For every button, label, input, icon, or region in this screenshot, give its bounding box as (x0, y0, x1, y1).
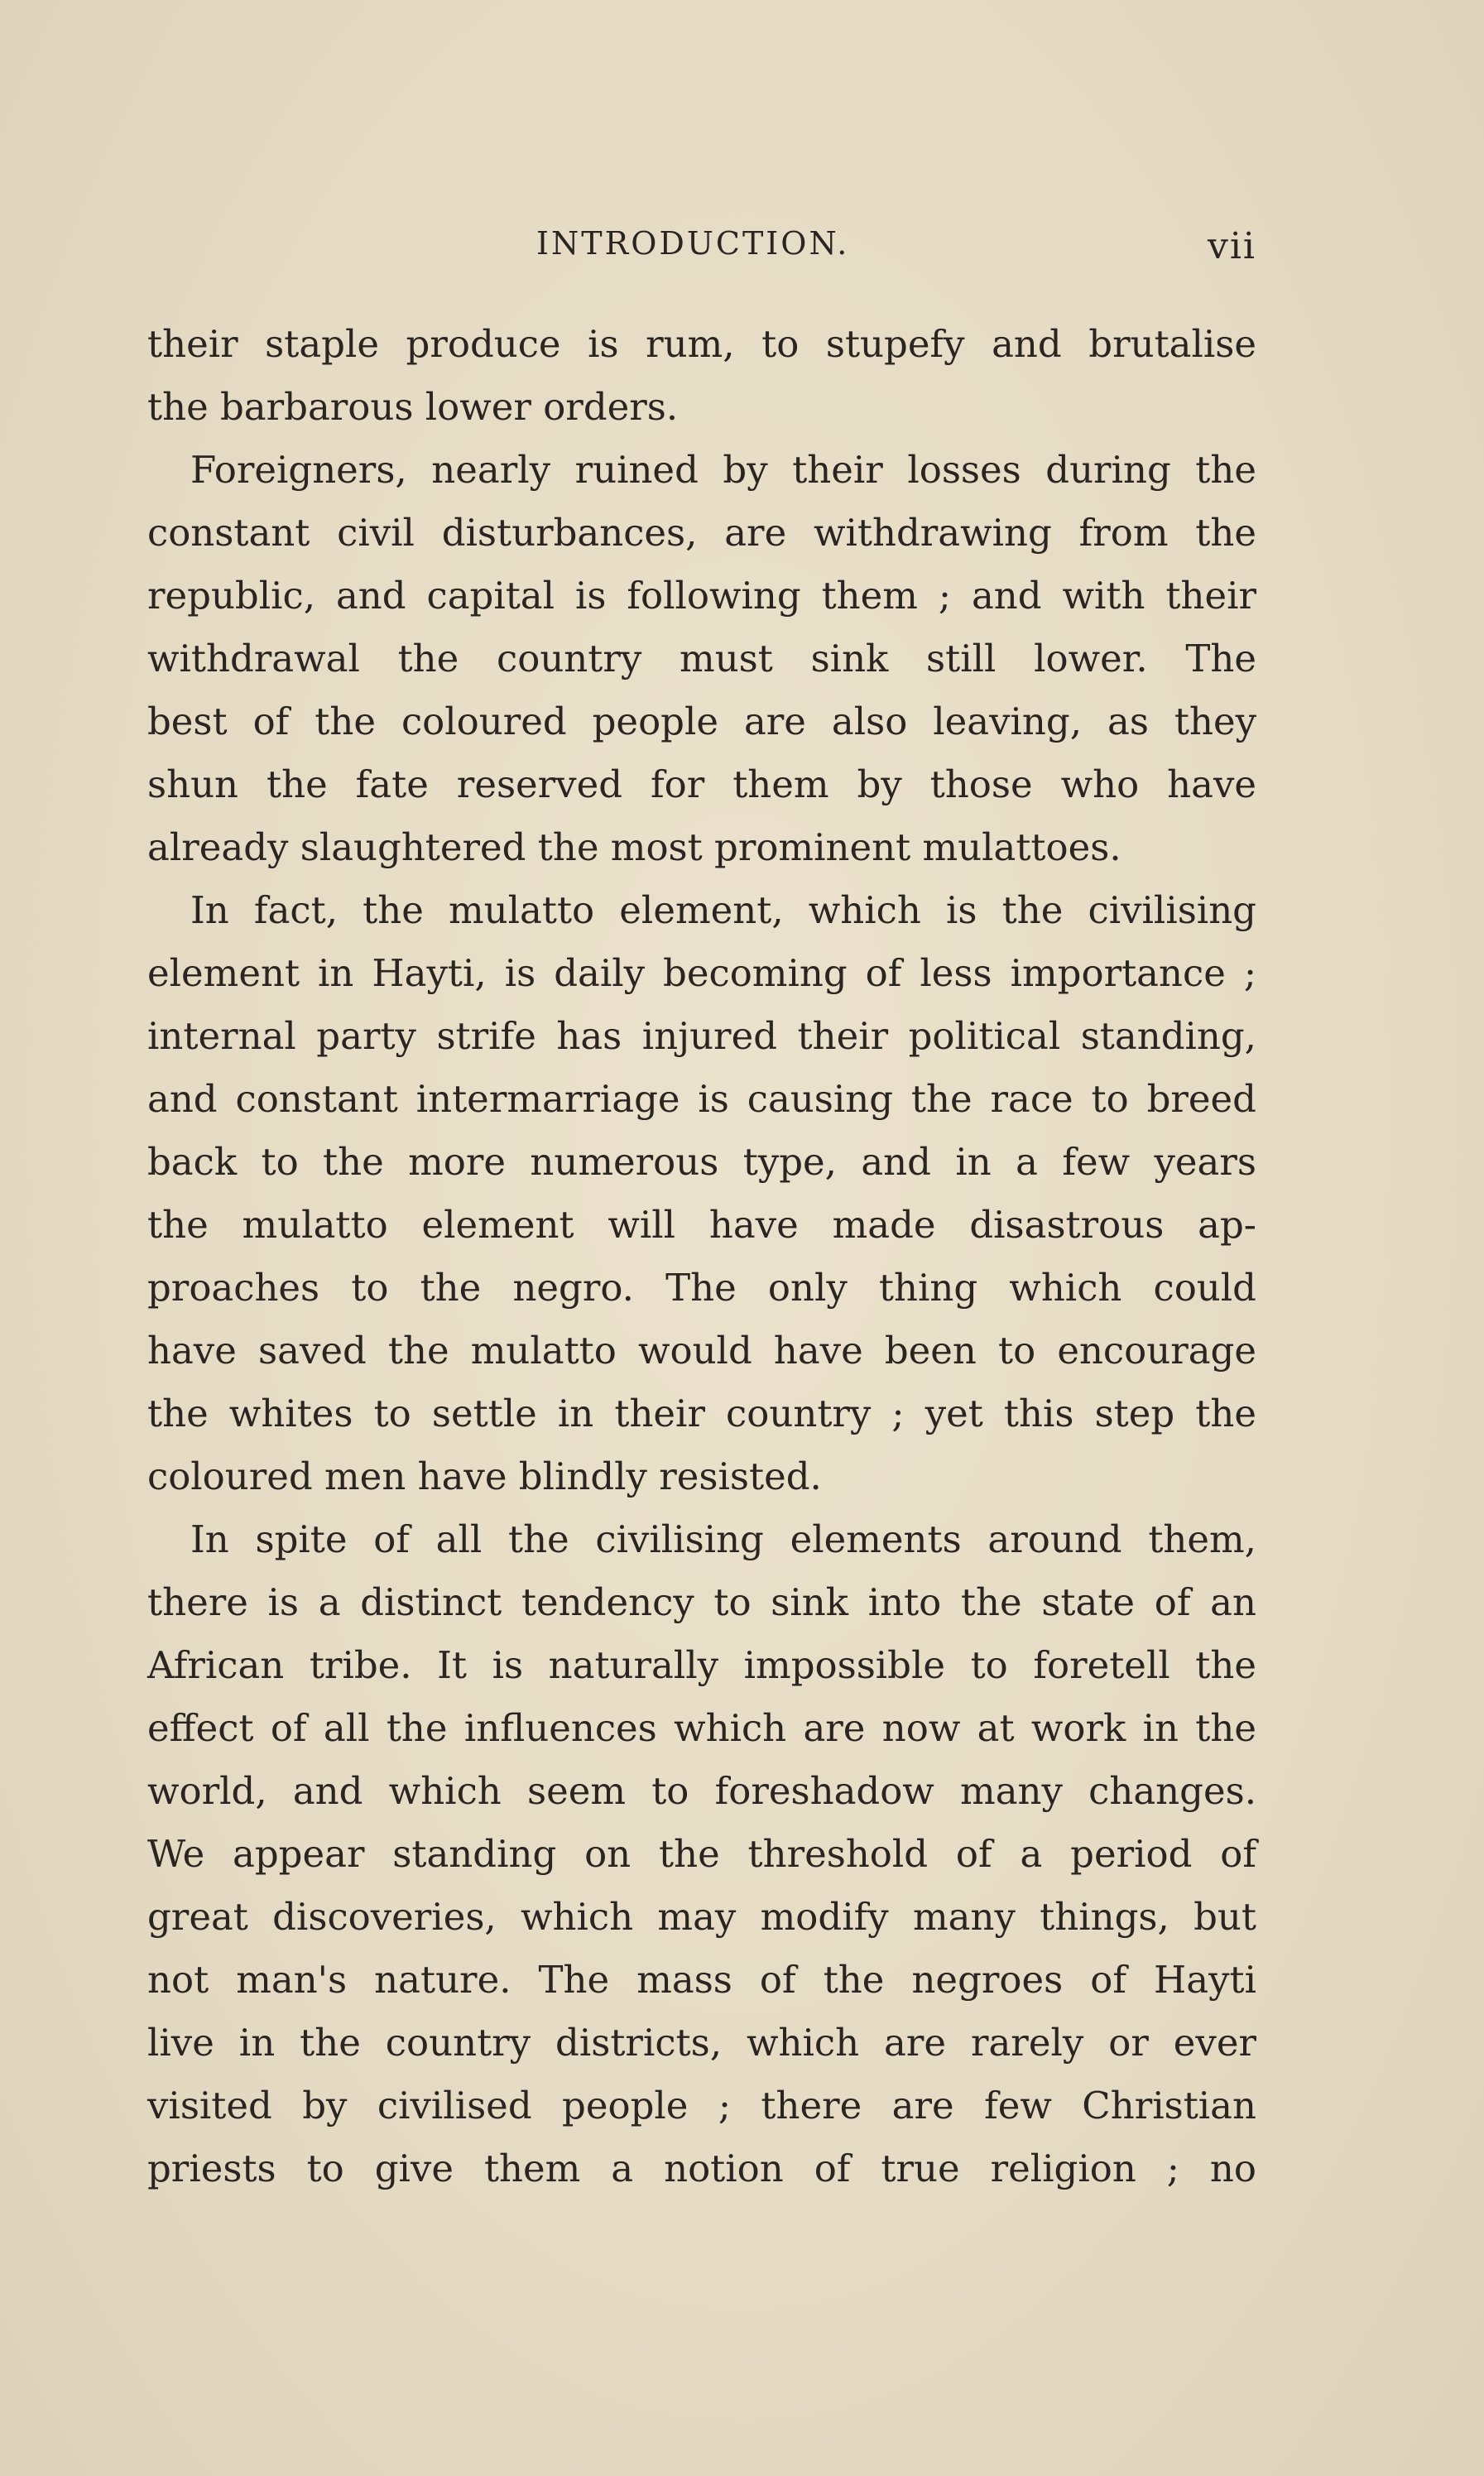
text-line: In fact, the mulatto element, which is the civilising (190, 888, 1256, 932)
text-line: visited by civilised people ; there are few Christian (147, 2084, 1256, 2127)
text-line: back to the more numerous type, and in a few years (147, 1140, 1256, 1184)
text-line: the barbarous lower orders. (147, 385, 679, 429)
text-line: great discoveries, which may modify many things, but (147, 1895, 1256, 1939)
text-line: internal party strife has injured their political standing, (147, 1014, 1256, 1058)
text-line: not man's nature. The mass of the negroes of Hayti (147, 1958, 1256, 2002)
text-line: proaches to the negro. The only thing which could (147, 1266, 1256, 1310)
text-line: republic, and capital is following them ; and with their (147, 574, 1256, 618)
text-line: effect of all the influences which are now at work in the (147, 1706, 1256, 1750)
text-line: the mulatto element will have made disastrous ap- (147, 1203, 1256, 1247)
text-line: live in the country districts, which are rarely or ever (147, 2021, 1256, 2065)
text-line: the whites to settle in their country ; yet this step the (147, 1392, 1256, 1435)
body-text (147, 313, 1256, 2200)
text-line: already slaughtered the most prominent mulattoes. (147, 825, 1121, 869)
text-line: have saved the mulatto would have been to encourage (147, 1329, 1256, 1373)
text-line: their staple produce is rum, to stupefy and brutalise (147, 322, 1256, 366)
text-line: world, and which seem to foreshadow many changes. (147, 1769, 1256, 1813)
text-line: and constant intermarriage is causing the race to breed (147, 1077, 1256, 1121)
text-line: shun the fate reserved for them by those who have (147, 762, 1256, 806)
text-line: best of the coloured people are also leaving, as they (147, 700, 1256, 743)
text-line: African tribe. It is naturally impossible to foretell the (147, 1643, 1256, 1687)
text-line: element in Hayti, is daily becoming of less importance ; (147, 951, 1256, 995)
text-line: We appear standing on the threshold of a period of (147, 1832, 1256, 1876)
text-line: withdrawal the country must sink still lower. The (147, 637, 1256, 680)
text-line: Foreigners, nearly ruined by their losses during the (190, 448, 1256, 492)
text-line: coloured men have blindly resisted. (147, 1454, 822, 1498)
running-head-title: INTRODUCTION. (536, 225, 850, 262)
text-line: priests to give them a notion of true religion ; no (147, 2147, 1256, 2190)
text-line: there is a distinct tendency to sink into the state of an (147, 1580, 1256, 1624)
running-head (147, 225, 1256, 275)
text-line: constant civil disturbances, are withdrawing from the (147, 511, 1256, 555)
text-line: In spite of all the civilising elements around them, (190, 1517, 1256, 1561)
page-number: vii (1207, 225, 1256, 267)
